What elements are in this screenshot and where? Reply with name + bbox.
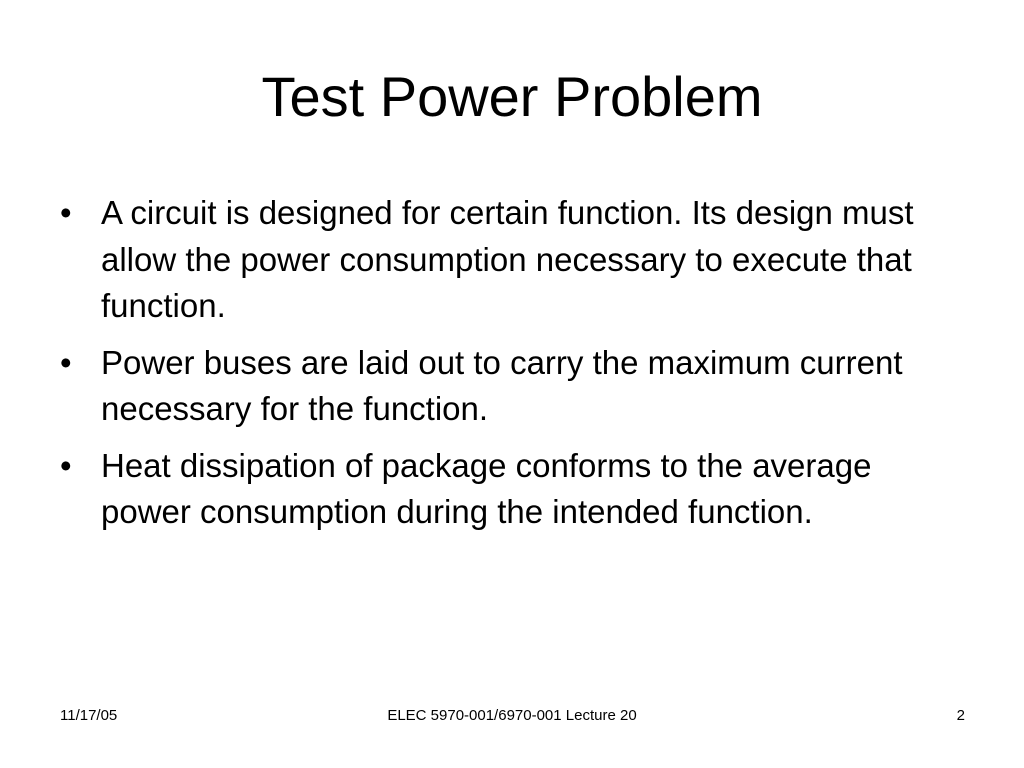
bullet-text: A circuit is designed for certain function. Its design must allow the power consumption necessary to execute that function. [101,194,914,324]
bullet-dot-icon: • [60,446,72,484]
bullet-item [56,340,966,433]
bullet-dot-icon: • [60,194,72,231]
bullet-dot-icon: • [60,343,72,381]
footer-date: 11/17/05 [60,707,118,724]
footer-page-number: 2 [956,707,965,724]
bullet-text: Heat dissipation of package conforms to the average power consumption during the intended function. [101,446,872,530]
footer-course-title: ELEC 5970-001/6970-001 Lecture 20 [387,707,637,724]
slide-title: Test Power Problem [261,65,763,128]
bullet-list [56,190,966,546]
bullet-item [56,443,966,536]
bullet-text: Power buses are laid out to carry the maximum current necessary for the function. [101,343,903,427]
bullet-item [56,190,966,330]
